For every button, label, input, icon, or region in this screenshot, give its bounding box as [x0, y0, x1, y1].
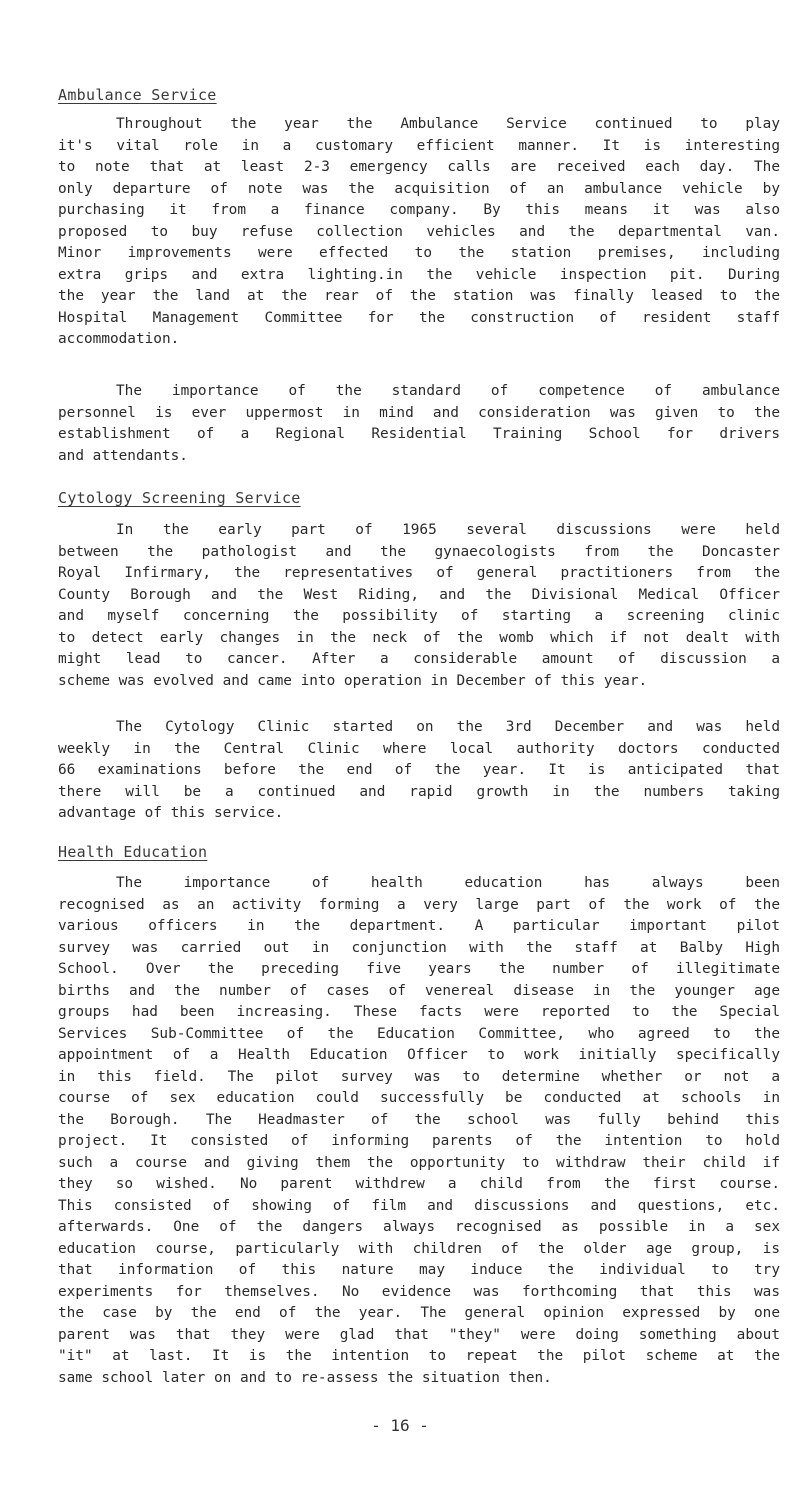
text-line: only departure of note was the acquisition of an ambulance vehicle by: [58, 180, 780, 197]
text-line: Minor improvements were effected to the station premises, including: [58, 245, 780, 261]
text-line: births and the number of cases of venereal disease in the younger age: [58, 982, 780, 999]
text-line: advantage of this service.: [58, 805, 284, 821]
text-line: such a course and giving them the opportunity to withdraw their child if: [58, 1154, 780, 1171]
text-line: project. It consisted of informing parents of the intention to hold: [58, 1133, 780, 1149]
heading-health-education: Health Education: [58, 843, 208, 861]
text-line: The importance of the standard of competence of ambulance: [116, 383, 780, 399]
text-line: various officers in the department. A particular important pilot: [58, 918, 780, 934]
text-line: education course, particularly with children of the older age group, is: [58, 1240, 780, 1257]
text-line: to detect early changes in the neck of the womb which if not dealt with: [58, 629, 780, 646]
text-line: afterwards. One of the dangers always recognised as possible in a sex: [58, 1219, 780, 1235]
text-line: the case by the end of the year. The general opinion expressed by one: [58, 1305, 780, 1321]
text-line: The Cytology Clinic started on the 3rd December and was held: [116, 719, 780, 735]
paragraph-ambulance-2: [58, 381, 780, 467]
text-line: establishment of a Regional Residential Training School for drivers: [58, 426, 780, 442]
text-line: recognised as an activity forming a very large part of the work of the: [58, 896, 780, 913]
text-line: The importance of health education has always been: [116, 875, 780, 891]
text-line: experiments for themselves. No evidence was forthcoming that this was: [58, 1283, 780, 1300]
text-line: they so wished. No parent withdrew a child from the first course.: [58, 1176, 780, 1192]
text-line: proposed to buy refuse collection vehicles and the departmental van.: [58, 223, 780, 240]
page-number: - 16 -: [371, 1416, 429, 1435]
text-line: same school later on and to re-assess the situation then.: [58, 1369, 552, 1386]
text-line: course of sex education could successfully be conducted at schools in: [58, 1090, 780, 1106]
text-line: Royal Infirmary, the representatives of general practitioners from the: [58, 565, 780, 581]
paragraph-cytology-1: [58, 520, 780, 692]
text-line: between the pathologist and the gynaecologists from the Doncaster: [58, 543, 780, 560]
text-line: survey was carried out in conjunction with the staff at Balby High: [58, 939, 780, 956]
heading-ambulance-service: Ambulance Service: [58, 86, 217, 104]
paragraph-cytology-2: [58, 717, 780, 825]
text-line: in this field. The pilot survey was to determine whether or not a: [58, 1068, 780, 1085]
text-line: "it" at last. It is the intention to repeat the pilot scheme at the: [58, 1348, 780, 1364]
text-line: weekly in the Central Clinic where local authority doctors conducted: [58, 740, 780, 757]
text-line: groups had been increasing. These facts were reported to the Special: [58, 1004, 780, 1020]
text-line: County Borough and the West Riding, and the Divisional Medical Officer: [58, 586, 780, 603]
text-line: Throughout the year the Ambulance Service continued to play: [116, 116, 780, 132]
text-line: personnel is ever uppermost in mind and consideration was given to the: [58, 404, 780, 421]
paragraph-health-education-1: [58, 873, 780, 1389]
text-line: School. Over the preceding five years the number of illegitimate: [58, 961, 780, 977]
text-line: accommodation.: [58, 331, 180, 347]
text-line: there will be a continued and rapid growth in the numbers taking: [58, 783, 780, 800]
text-line: the Borough. The Headmaster of the school was fully behind this: [58, 1111, 780, 1128]
text-line: the year the land at the rear of the station was finally leased to the: [58, 288, 780, 304]
text-line: extra grips and extra lighting.in the vehicle inspection pit. During: [58, 266, 780, 283]
text-line: might lead to cancer. After a considerable amount of discussion a: [58, 651, 780, 667]
text-line: 66 examinations before the end of the year. It is anticipated that: [58, 762, 780, 778]
paragraph-ambulance-1: [58, 114, 780, 351]
text-line: and myself concerning the possibility of starting a screening clinic: [58, 608, 780, 624]
text-line: it's vital role in a customary efficient manner. It is interesting: [58, 137, 780, 154]
text-line: that information of this nature may induce the individual to try: [58, 1262, 780, 1278]
text-line: Services Sub-Committee of the Education Committee, who agreed to the: [58, 1025, 780, 1042]
text-line: and attendants.: [58, 447, 188, 464]
text-line: purchasing it from a finance company. By this means it was also: [58, 202, 780, 218]
text-line: appointment of a Health Education Officer to work initially specifically: [58, 1047, 780, 1063]
text-line: scheme was evolved and came into operation in December of this year.: [58, 672, 648, 689]
text-line: In the early part of 1965 several discussions were held: [116, 522, 780, 538]
text-line: to note that at least 2-3 emergency calls are received each day. The: [58, 159, 780, 175]
heading-cytology-screening-service: Cytology Screening Service: [58, 489, 301, 507]
text-line: parent was that they were glad that "they" were doing something about: [58, 1326, 780, 1343]
text-line: This consisted of showing of film and discussions and questions, etc.: [58, 1197, 780, 1214]
text-line: Hospital Management Committee for the construction of resident staff: [58, 309, 780, 326]
